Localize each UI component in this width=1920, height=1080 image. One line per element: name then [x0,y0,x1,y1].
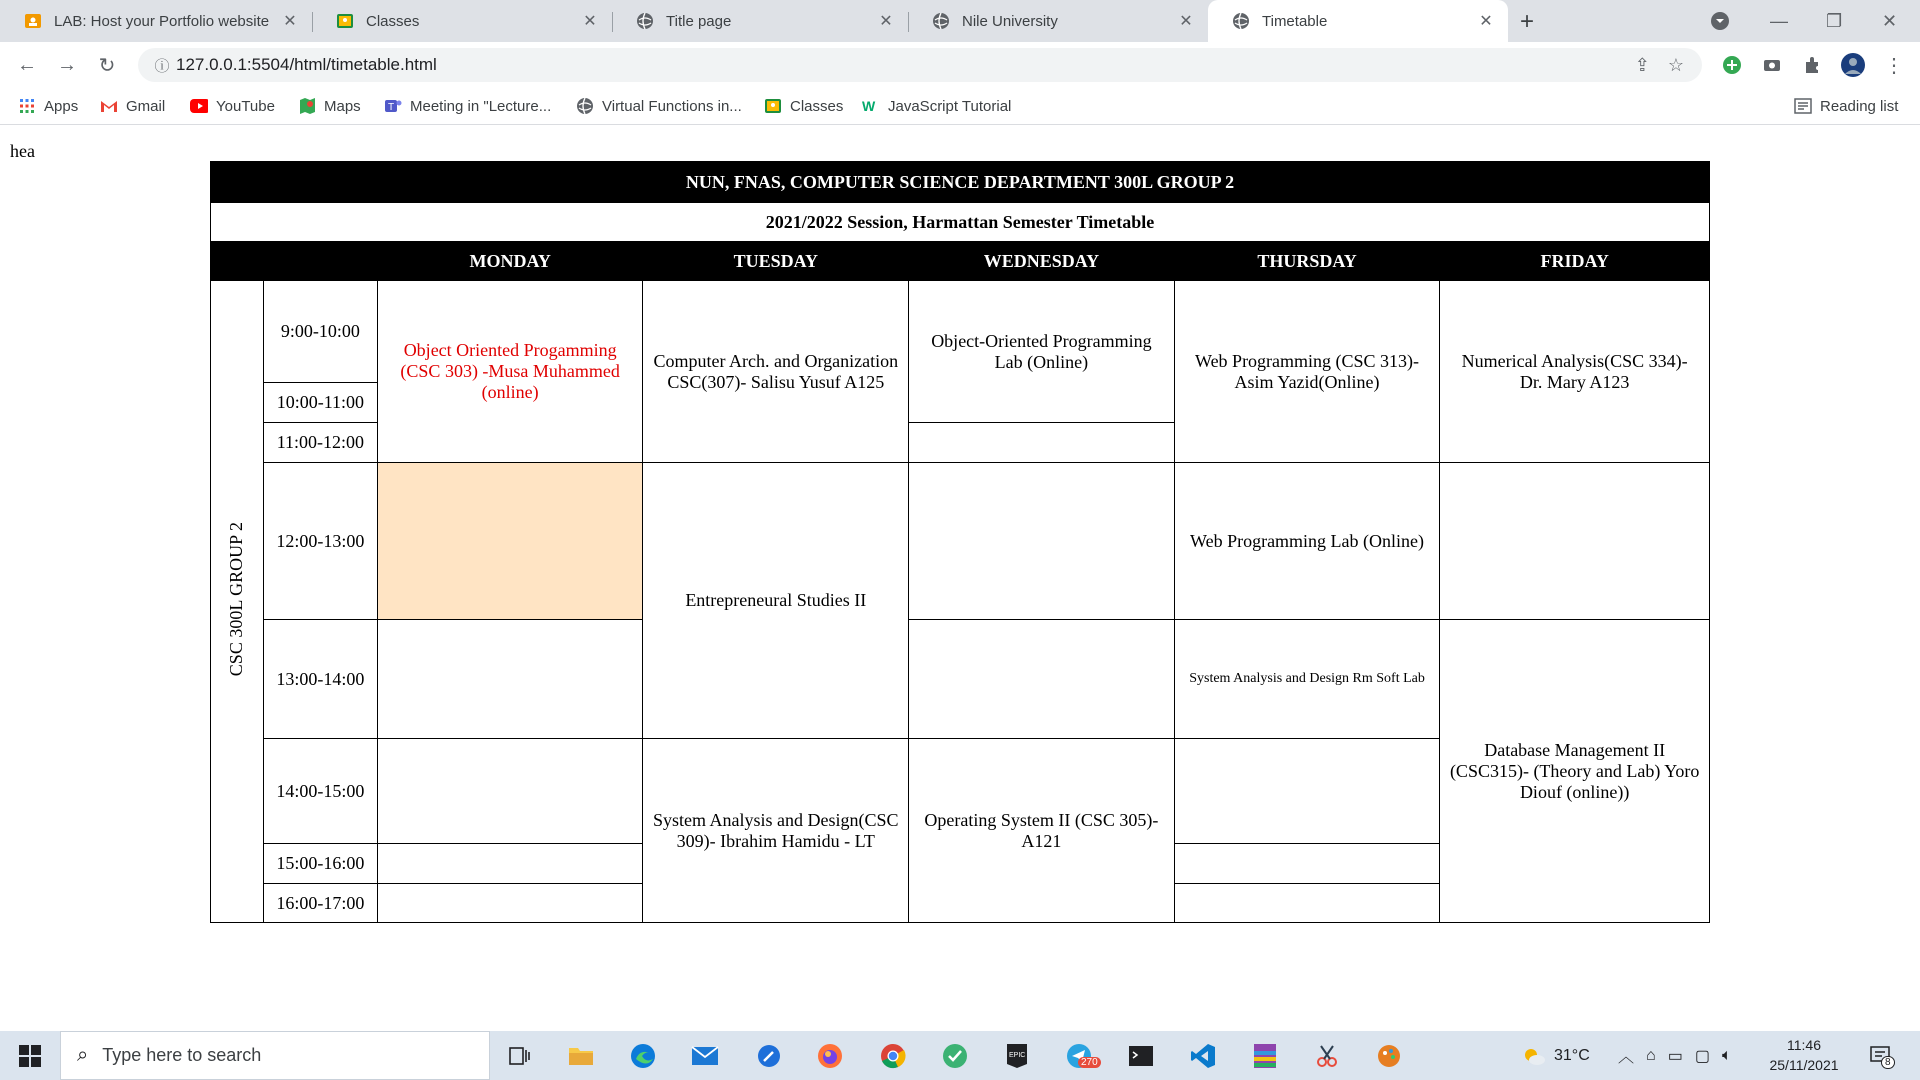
svg-text:EPIC: EPIC [1009,1052,1026,1059]
arrow-right-icon: → [57,53,77,76]
day-tuesday: TUESDAY [643,242,909,281]
firefox-icon[interactable] [815,1041,845,1071]
restore-button[interactable]: ❐ [1826,10,1843,31]
tuesday-sad-cell: System Analysis and Design(CSC 309)- Ibrahim Hamidu - LT [643,739,909,923]
bookmark-maps[interactable] [298,88,361,124]
tuesday-entrepreneur-cell: Entrepreneural Studies II [643,463,909,739]
back-button[interactable] [12,50,42,80]
thursday-empty-cell [1174,739,1440,844]
task-view-icon[interactable] [505,1041,535,1071]
classroom-icon [764,97,782,115]
day-thursday: THURSDAY [1174,242,1440,281]
close-icon[interactable]: ✕ [1479,13,1493,30]
wednesday-oop-lab-cell: Object-Oriented Programming Lab (Online) [909,281,1175,423]
bookmark-meeting[interactable] [384,88,551,124]
search-icon: ⌕ [77,1044,89,1066]
mail-icon[interactable] [690,1041,720,1071]
youtube-icon [190,97,208,115]
winrar-icon[interactable] [1250,1041,1280,1071]
thursday-web-lab-cell: Web Programming Lab (Online) [1174,463,1440,620]
monitor-icon[interactable]: ▢ [1694,1047,1710,1065]
close-icon[interactable]: ✕ [283,13,297,30]
classroom-icon [336,12,354,30]
vpn-app-icon[interactable] [940,1041,970,1071]
telegram-icon[interactable] [1064,1041,1098,1071]
reload-button[interactable] [92,50,122,80]
time-slot: 14:00-15:00 [263,739,377,844]
close-window-button[interactable]: ✕ [1882,10,1898,31]
wednesday-os-cell: Operating System II (CSC 305)- A121 [909,739,1175,923]
tab-nile-university[interactable] [908,0,1208,42]
day-monday: MONDAY [377,242,643,281]
group-label-cell [211,281,264,923]
monday-empty-cell [377,844,643,884]
paint-app-icon[interactable] [1374,1041,1404,1071]
monday-highlight-cell [377,463,643,620]
maps-icon [298,97,316,115]
file-explorer-icon[interactable] [566,1041,596,1071]
system-tray [1618,1031,1732,1080]
bookmark-youtube[interactable] [190,88,275,124]
close-icon[interactable]: ✕ [1179,13,1193,30]
monday-empty-cell [377,884,643,923]
monday-oop-cell: Object Oriented Progamming (CSC 303) -Musa Muhammed (online) [377,281,643,463]
reading-list-label: Reading list [1820,97,1899,115]
friday-empty-cell [1440,463,1710,620]
tuesday-arch-cell: Computer Arch. and Organization CSC(307)- Salisu Yusuf A125 [643,281,909,463]
volume-icon[interactable]: 🔈︎ [1721,1046,1732,1064]
tab-title-page[interactable] [612,0,908,42]
network-icon[interactable]: ⌂ [1646,1046,1656,1064]
page-content [0,125,1920,1031]
time-slot: 16:00-17:00 [263,884,377,923]
globe-icon [636,12,654,30]
profile-avatar[interactable] [1840,52,1866,78]
forward-button[interactable] [52,50,82,80]
new-tab-button[interactable]: + [1520,8,1535,35]
taskbar-search[interactable] [60,1031,490,1080]
svg-text:W: W [862,98,876,114]
clock-time: 11:46 [1787,1037,1821,1053]
info-icon[interactable]: ⓘ [154,57,170,75]
time-slot: 13:00-14:00 [263,620,377,739]
monday-empty-cell [377,739,643,844]
w3schools-icon [862,97,880,115]
globe-icon [1232,12,1250,30]
tab-strip [0,0,1920,42]
gmail-icon [100,97,118,115]
close-icon[interactable]: ✕ [583,13,597,30]
timetable [210,161,1710,923]
bookmark-label: JavaScript Tutorial [888,97,1012,115]
share-icon[interactable]: ⇪ [1634,54,1650,75]
minimize-button[interactable]: — [1770,10,1788,31]
browser-toolbar [0,42,1920,88]
tab-search-button[interactable] [1710,0,1730,42]
reading-list-icon [1794,97,1812,115]
teams-icon [384,97,402,115]
timetable-subtitle: 2021/2022 Session, Harmattan Semester Timetable [211,203,1710,242]
bookmark-label: Meeting in "Lecture... [410,97,552,115]
time-slot: 11:00-12:00 [263,423,377,463]
apps-grid-icon [18,97,36,115]
time-slot: 9:00-10:00 [263,281,377,383]
thursday-web-cell: Web Programming (CSC 313)- Asim Yazid(Online) [1174,281,1440,463]
bookmark-label: Virtual Functions in... [602,97,742,115]
camera-icon[interactable] [1762,52,1782,78]
partly-cloudy-icon [1522,1046,1546,1066]
bookmark-javascript-tutorial[interactable] [862,88,1011,124]
tab-title: Timetable [1262,12,1328,30]
tab-lab-host-portfolio[interactable] [0,0,312,42]
reading-list-button[interactable] [1794,88,1898,124]
chevron-up-icon[interactable]: ︿ [1618,1049,1635,1066]
edge-icon[interactable] [628,1041,658,1071]
group-label: CSC 300L GROUP 2 [226,521,247,677]
wednesday-empty-cell [909,463,1175,620]
url-text: 127.0.0.1:5504/html/timetable.html [176,55,437,74]
wednesday-empty-cell [909,620,1175,739]
bookmark-apps[interactable] [18,88,78,124]
time-slot: 15:00-16:00 [263,844,377,884]
reload-icon: ↻ [98,54,116,77]
battery-icon[interactable]: ▭ [1667,1047,1683,1065]
tab-title: Classes [366,12,420,30]
thursday-sad-lab-cell: System Analysis and Design Rm Soft Lab [1174,620,1440,739]
thursday-empty-cell [1174,884,1440,923]
bookmark-label: Maps [324,97,361,115]
bookmark-label: Classes [790,97,844,115]
wednesday-empty-cell [909,423,1175,463]
notifications-button[interactable] [1866,1041,1896,1071]
timetable-title: NUN, FNAS, COMPUTER SCIENCE DEPARTMENT 300L GROUP 2 [211,162,1710,203]
terminal-icon[interactable] [1126,1041,1156,1071]
epic-games-icon[interactable] [1002,1041,1032,1071]
header-blank [211,242,378,281]
classroom-icon [24,12,42,30]
weather-temp: 31°C [1554,1046,1590,1064]
address-bar[interactable] [138,48,1702,82]
time-slot: 12:00-13:00 [263,463,377,620]
notification-count: 8 [1881,1056,1895,1069]
pen-app-icon[interactable] [754,1041,784,1071]
bookmarks-bar [0,88,1920,125]
bookmark-star-icon[interactable]: ☆ [1667,54,1684,75]
snipping-tool-icon[interactable] [1312,1041,1342,1071]
tab-title: Nile University [962,12,1058,30]
svg-text:T: T [388,102,395,113]
windows-taskbar [0,1031,1920,1080]
arrow-left-icon: ← [17,53,37,76]
bookmark-virtual-functions[interactable] [576,88,742,124]
windows-icon [19,1045,41,1067]
tab-title: Title page [666,12,732,30]
bookmark-label: Apps [44,97,79,115]
tab-classes[interactable] [312,0,612,42]
vscode-icon[interactable] [1188,1041,1218,1071]
monday-empty-cell [377,620,643,739]
chevron-down-icon [1710,11,1730,31]
notification-badge: 270 [1078,1057,1101,1068]
tab-title: LAB: Host your Portfolio website [54,12,270,30]
menu-icon[interactable]: ⋮ [1884,54,1904,77]
tab-timetable[interactable] [1208,0,1508,42]
bookmark-label: Gmail [126,97,166,115]
day-friday: FRIDAY [1440,242,1710,281]
search-placeholder: Type here to search [102,1045,262,1065]
extension-green-icon[interactable] [1722,52,1742,78]
clock-date: 25/11/2021 [1769,1057,1839,1073]
globe-icon [932,12,950,30]
clock[interactable] [1758,1035,1850,1075]
close-icon[interactable]: ✕ [879,13,893,30]
bookmark-gmail[interactable] [100,88,165,124]
thursday-empty-cell [1174,844,1440,884]
extensions-puzzle-icon[interactable] [1802,52,1822,78]
start-button[interactable] [15,1041,45,1071]
bookmark-label: YouTube [216,97,275,115]
friday-numerical-cell: Numerical Analysis(CSC 334)- Dr. Mary A123 [1440,281,1710,463]
weather-widget[interactable] [1522,1031,1590,1080]
globe-icon [576,97,594,115]
bookmark-classes[interactable] [764,88,843,124]
friday-database-cell: Database Management II (CSC315)- (Theory and Lab) Yoro Diouf (online)) [1440,620,1710,923]
day-wednesday: WEDNESDAY [909,242,1175,281]
stray-text: hea [10,141,35,161]
time-slot: 10:00-11:00 [263,383,377,423]
chrome-icon[interactable] [878,1041,908,1071]
